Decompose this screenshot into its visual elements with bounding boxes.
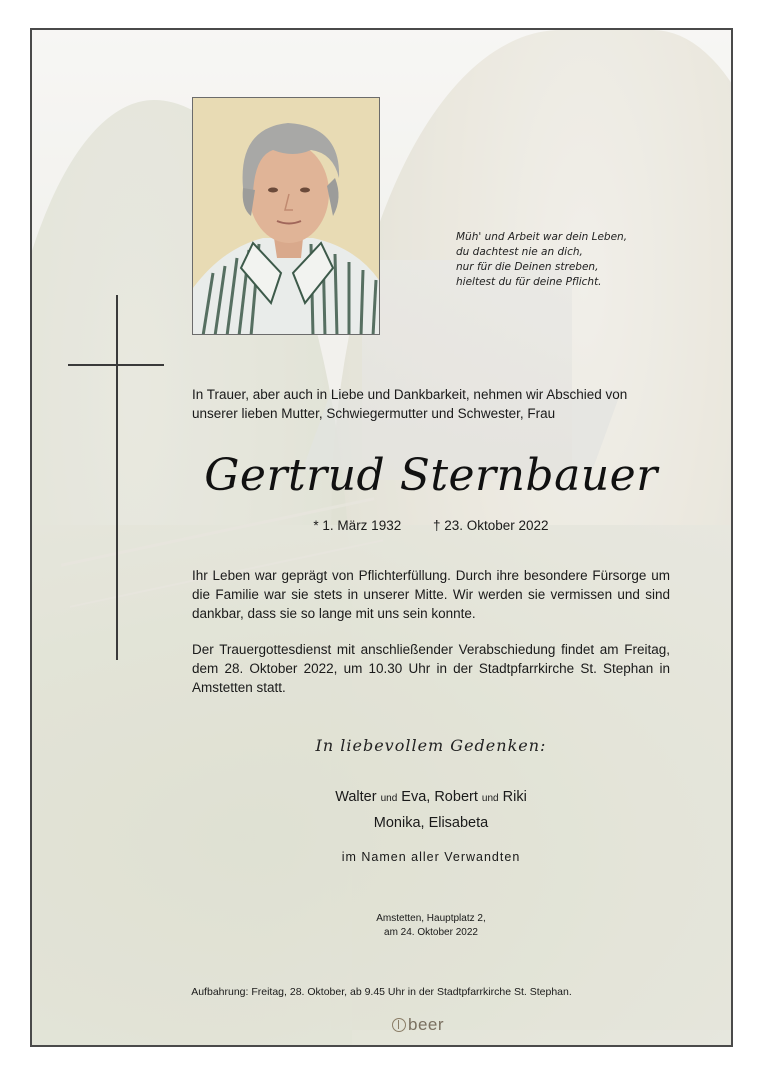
mourner-conjunction: und: [481, 793, 499, 804]
mourner-name: Walter: [335, 789, 377, 805]
cross-horizontal-bar: [68, 364, 164, 366]
memorial-poem: [456, 230, 676, 290]
viewing-notice: Aufbahrung: Freitag, 28. Oktober, ab 9.45 Uhr in der Stadtpfarrkirche St. Stephan.: [191, 986, 572, 998]
place-and-date: [192, 912, 670, 940]
portrait-photo: [192, 97, 380, 335]
relatives-text: im Namen aller Verwandten: [341, 850, 521, 864]
cross-vertical-bar: [116, 295, 118, 660]
mourner-name: Eva, Robert: [401, 789, 478, 805]
deceased-name: Gertrud Sternbauer: [204, 450, 658, 501]
poem-line: du dachtest nie an dich,: [456, 246, 583, 258]
poem-line: nur für die Deinen streben,: [456, 261, 599, 273]
mourners-line-2: Monika, Elisabeta: [373, 815, 489, 831]
death-date: † 23. Oktober 2022: [432, 518, 549, 533]
date-line: am 24. Oktober 2022: [384, 927, 478, 938]
mourner-conjunction: und: [380, 793, 398, 804]
poem-line: hieltest du für deine Pflicht.: [456, 276, 602, 288]
poem-line: Müh' und Arbeit war dein Leben,: [456, 231, 628, 243]
memory-heading: In liebevollem Gedenken:: [315, 736, 547, 755]
beer-logo-icon: [392, 1018, 406, 1032]
mourners-list: [192, 785, 670, 835]
mourners-line-1: [192, 785, 670, 811]
place-line: Amstetten, Hauptplatz 2,: [376, 913, 486, 924]
logo-text: beer: [408, 1015, 445, 1034]
birth-date: * 1. März 1932: [313, 518, 402, 533]
mourner-name: Riki: [502, 789, 527, 805]
life-dates: [192, 518, 670, 533]
tribute-text: Ihr Leben war geprägt von Pflichterfüllung. Durch ihre besondere Fürsorge um die Familie war sie stets in unserer Mitte. Wir werden sie vermissen und sind dankbar, dass sie so lange mit uns sein konnte.: [192, 568, 670, 621]
service-text: Der Trauergottesdienst mit anschließender Verabschiedung findet am Freitag, dem 28. Oktober 2022, um 10.30 Uhr in der Stadtpfarrkirche St. Stephan in Amstetten statt.: [192, 642, 670, 695]
obituary-card: [30, 28, 733, 1047]
intro-text: In Trauer, aber auch in Liebe und Dankbarkeit, nehmen wir Abschied von unserer lieben Mutter, Schwiegermutter und Schwester, Frau: [192, 387, 628, 421]
funeral-home-logo: [392, 1015, 444, 1035]
landscape-background: [32, 30, 731, 1045]
